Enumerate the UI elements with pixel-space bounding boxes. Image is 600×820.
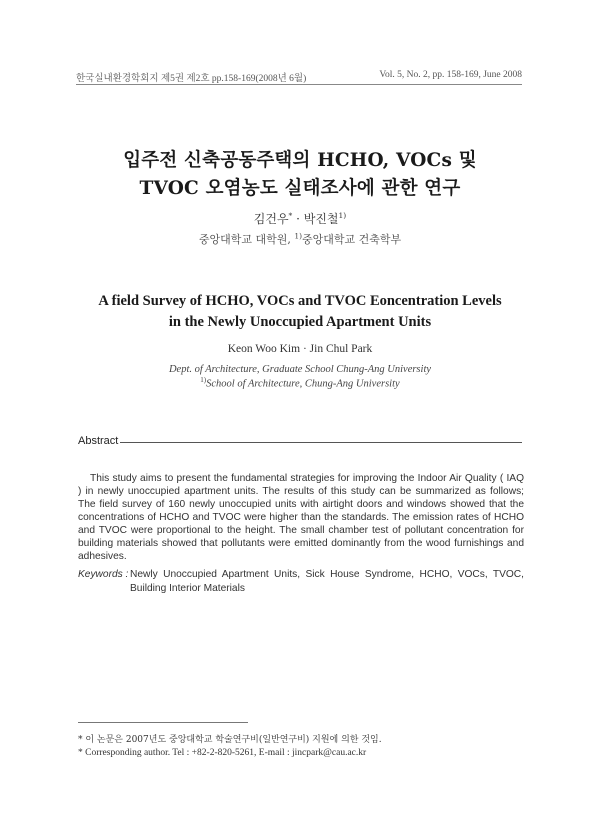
author-1-mark: * <box>288 211 293 220</box>
affiliation-2-mark: 1) <box>294 231 303 241</box>
running-header <box>76 70 522 82</box>
korean-authors <box>0 210 600 227</box>
keywords-label: Keywords : <box>78 569 129 580</box>
keywords-text: Newly Unoccupied Apartment Units, Sick House Syndrome, HCHO, VOCs, TVOC, Building Interior Materials <box>130 569 524 594</box>
abstract-heading <box>78 435 522 449</box>
footnote-rule <box>78 722 248 723</box>
english-title-line-2: in the Newly Unoccupied Apartment Units <box>168 314 432 330</box>
journal-citation-kr: 한국실내환경학회지 제5권 제2호 pp.158-169(2008년 6월) <box>76 74 307 84</box>
author-separator: · <box>292 212 304 226</box>
affiliation-2-en-text: School of Architecture, Chung-Ang University <box>206 378 400 390</box>
funding-footnote: * 이 논문은 2007년도 중앙대학교 학술연구비(일반연구비) 지원에 의한 것임. <box>78 735 382 745</box>
affiliation-2-kr: 중앙대학교 건축학부 <box>302 233 402 246</box>
korean-title-line-1: 입주전 신축공동주택의 HCHO, VOCs 및 <box>123 150 477 171</box>
english-authors: Keon Woo Kim · Jin Chul Park <box>227 343 373 355</box>
korean-affiliations <box>0 231 600 247</box>
author-1-kr: 김건우 <box>253 212 289 226</box>
journal-citation-en: Vol. 5, No. 2, pp. 158-169, June 2008 <box>379 70 522 80</box>
abstract-label: Abstract <box>78 435 119 447</box>
english-affiliation-1: Dept. of Architecture, Graduate School Chung-Ang University <box>168 364 432 375</box>
korean-title-line-2: TVOC 오염농도 실태조사에 관한 연구 <box>139 178 461 199</box>
keywords <box>78 568 524 596</box>
english-affiliation-2 <box>0 376 600 390</box>
affiliation-1-kr: 중앙대학교 대학원, <box>198 233 295 246</box>
corresponding-author-footnote: * Corresponding author. Tel : +82-2-820-5261, E-mail : jincpark@cau.ac.kr <box>78 748 367 758</box>
author-2-kr: 박진철 <box>303 212 339 226</box>
abstract-body: This study aims to present the fundamental strategies for improving the Indoor Air Quality ( IAQ ) in newly unoccupied apartment units. The results of this study can be summarized as follows; The field survey of 160 newly unoccupied units with airtight doors and windows showed that the concentrations of HCHO and TVOC were higher than the standards. The emission rates of HCHO and TVOC were proportional to the height. The small chamber test of pollutant concentration for building materials showed that pollutants were emitted dominantly from the wood furnishings and adhesives. <box>78 473 524 562</box>
author-2-mark: 1) <box>338 211 347 220</box>
affiliation-2-en-mark: 1) <box>200 376 207 384</box>
header-rule <box>76 84 522 85</box>
english-title-line-1: A field Survey of HCHO, VOCs and TVOC Eoncentration Levels <box>98 293 502 309</box>
abstract-rule <box>120 442 522 443</box>
